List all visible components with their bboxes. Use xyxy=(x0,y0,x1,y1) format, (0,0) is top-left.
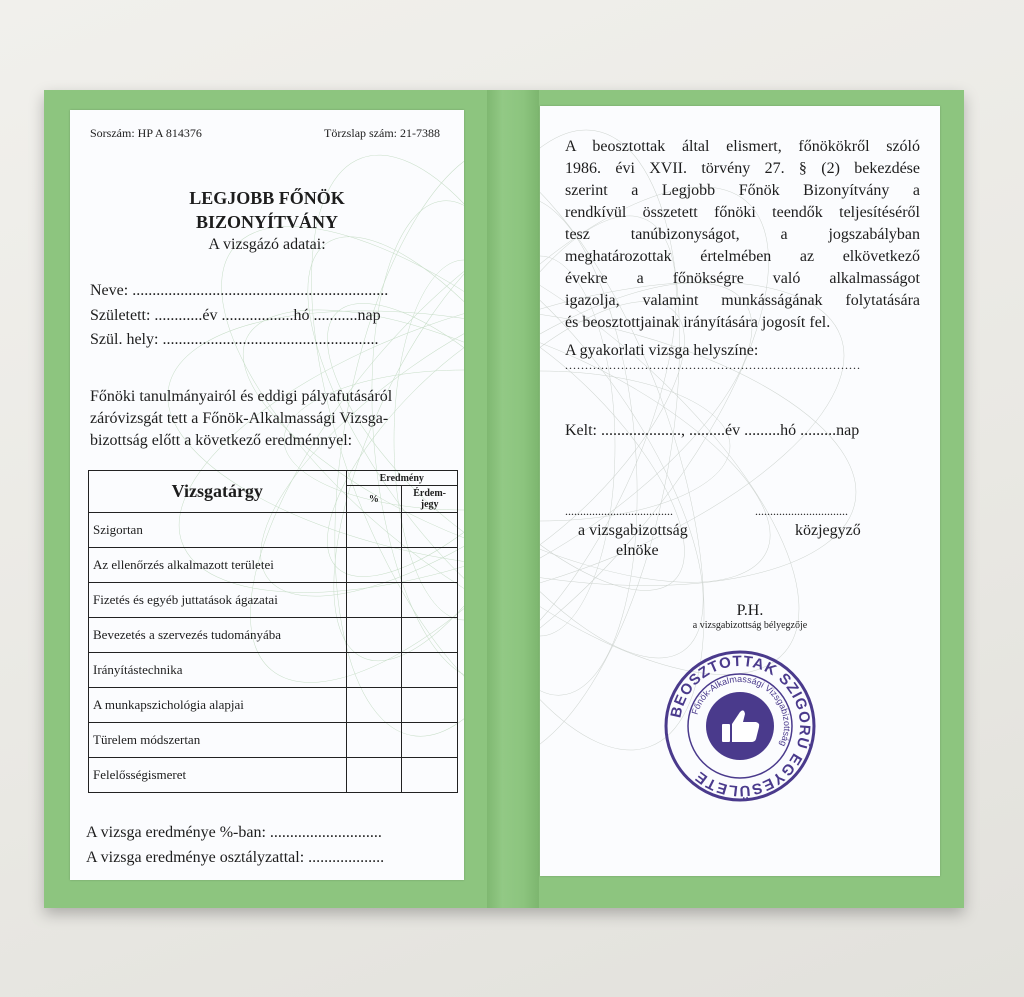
ph-label: P.H. xyxy=(736,602,764,619)
intro-line-2: záróvizsgát tett a Főnök-Alkalmassági Vizsga- xyxy=(90,410,389,427)
grade-cell xyxy=(402,513,458,548)
table-row xyxy=(89,758,458,793)
percent-cell xyxy=(346,618,402,653)
header-subject: Vizsgatárgy xyxy=(89,471,347,513)
grade-cell xyxy=(402,548,458,583)
table-row xyxy=(89,653,458,688)
table-row xyxy=(89,513,458,548)
grade-cell xyxy=(402,583,458,618)
percent-cell xyxy=(346,653,402,688)
committee-stamp xyxy=(660,646,820,806)
certificate-title-line2: BIZONYÍTVÁNY xyxy=(195,212,339,232)
intro-line-1: Főnöki tanulmányairól és eddigi pályafutásáról xyxy=(90,388,393,405)
notary-label: közjegyző xyxy=(795,522,861,539)
subject-cell: Az ellenőrzés alkalmazott területei xyxy=(89,548,347,583)
header-percent: % xyxy=(346,486,402,513)
date-field: Kelt: ...................., .........év .........hó .........nap xyxy=(565,422,860,439)
register-number: Törzslap szám: 21-7388 xyxy=(324,126,440,140)
subject-cell: Bevezetés a szervezés tudományába xyxy=(89,618,347,653)
grades-table xyxy=(88,470,458,793)
subject-cell: Felelősségismeret xyxy=(89,758,347,793)
name-field: Neve: ................................................................ xyxy=(90,282,389,299)
stamp-outer-text: BEOSZTOTTAK SZIGORÚ EGYESÜLETE xyxy=(667,652,814,800)
legal-text-line-5: tesz tanúbizonyságot, a jogszabályban xyxy=(565,226,920,243)
signature-line-right: ............................... xyxy=(755,504,848,518)
left-page xyxy=(70,110,464,880)
table-row xyxy=(89,583,458,618)
legal-text-line-1: A beosztottak által elismert, főnökökről szóló xyxy=(565,138,920,155)
committee-chair-label-2: elnöke xyxy=(616,542,659,559)
grade-cell xyxy=(402,758,458,793)
grade-cell xyxy=(402,688,458,723)
stamp-inner-text: Főnök-Alkalmassági Vizsgabizottság xyxy=(689,673,793,749)
result-grade-field: A vizsga eredménye osztályzattal: ................... xyxy=(86,849,385,866)
header-result: Eredmény xyxy=(346,471,457,486)
percent-cell xyxy=(346,758,402,793)
serial-number: Sorszám: HP A 814376 xyxy=(90,126,202,140)
signature-line-left: .................................... xyxy=(565,504,673,518)
percent-cell xyxy=(346,583,402,618)
exam-location-label: A gyakorlati vizsga helyszíne: xyxy=(565,342,759,359)
header-grade: Érdem-jegy xyxy=(402,486,458,513)
table-row xyxy=(89,723,458,758)
table-row xyxy=(89,618,458,653)
table-row xyxy=(89,548,458,583)
legal-text-line-2: 1986. évi XVII. törvény 27. § (2) bekezdése xyxy=(565,160,920,177)
born-field: Született: ............év ..................hó ...........nap xyxy=(90,307,381,324)
table-row xyxy=(89,688,458,723)
right-page xyxy=(540,106,940,876)
legal-text-line-8: igazolja, valamint munkásságának folytatására xyxy=(565,292,920,309)
percent-cell xyxy=(346,548,402,583)
grade-cell xyxy=(402,723,458,758)
percent-cell xyxy=(346,723,402,758)
percent-cell xyxy=(346,688,402,723)
subject-cell: A munkapszichológia alapjai xyxy=(89,688,347,723)
certificate-title-line1: LEGJOBB FŐNÖK xyxy=(189,188,345,208)
legal-text-line-4: rendkívül összetett főnöki teendők teljesítéséről xyxy=(565,204,920,221)
legal-text-line-6: meghatározottak értelmében az elkövetkező xyxy=(565,248,920,265)
legal-text-line-9: és beosztottjainak irányítására jogosít fel. xyxy=(565,314,831,331)
intro-line-3: bizottság előtt a következő eredménnyel: xyxy=(90,432,353,449)
result-percent-field: A vizsga eredménye %-ban: ............................ xyxy=(86,824,382,841)
exam-location-dots: .......................................................................... xyxy=(565,358,861,372)
stamp-caption: a vizsgabizottság bélyegzője xyxy=(692,620,808,631)
subject-cell: Fizetés és egyéb juttatások ágazatai xyxy=(89,583,347,618)
birthplace-field: Szül. hely: ...................................................... xyxy=(90,331,379,348)
cover-spine xyxy=(487,90,539,908)
committee-chair-label: a vizsgabizottság xyxy=(578,522,688,539)
legal-text-line-3: szerint a Legjobb Főnök Bizonyítvány a xyxy=(565,182,920,199)
percent-cell xyxy=(346,513,402,548)
legal-text-line-7: évekre a főnökségre való alkalmasságot xyxy=(565,270,920,287)
subject-cell: Türelem módszertan xyxy=(89,723,347,758)
subject-cell: Irányítástechnika xyxy=(89,653,347,688)
grade-cell xyxy=(402,618,458,653)
candidate-data-heading: A vizsgázó adatai: xyxy=(208,236,326,253)
grade-cell xyxy=(402,653,458,688)
subject-cell: Szigortan xyxy=(89,513,347,548)
